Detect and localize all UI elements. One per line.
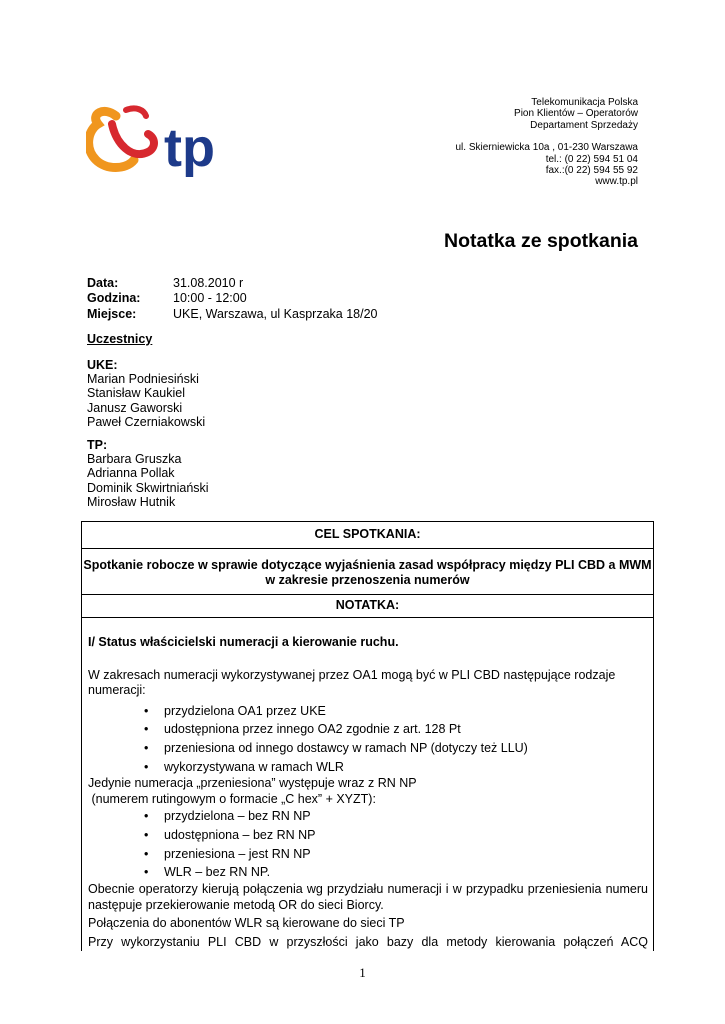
paragraph: Połączenia do abonentów WLR są kierowane do sieci TP [88,916,405,930]
tp-logo [86,104,246,186]
participants-group-tp [87,438,209,509]
bullet-icon: • [144,759,149,774]
notes-header: NOTATKA: [82,595,653,618]
list-item: • udostępniona przez innego OA2 zgodnie z art. 128 Pt [88,720,648,739]
notes-content [82,635,653,950]
list-item: • przeniesiona – jest RN NP [88,845,648,864]
list-item: • udostępniona – bez RN NP [88,826,648,845]
participant: Dominik Skwirtniański [87,480,209,495]
goal-line: w zakresie przenoszenia numerów [265,572,470,587]
website-line: www.tp.pl [595,176,638,188]
participant: Janusz Gaworski [87,400,183,415]
address-line: ul. Skierniewicka 10a , 01-230 Warszawa [455,142,638,154]
meta-row-place [87,307,378,322]
goal-line: Spotkanie robocze w sprawie dotyczące wyjaśnienia zasad współpracy między PLI CBD a MWM [83,558,652,572]
document-title: Notatka ze spotkania [444,230,638,252]
list-item: • WLR – bez RN NP. [88,863,648,882]
meta-row-date [87,276,378,291]
bullet-icon: • [144,827,149,842]
logo-text: tp [164,118,215,178]
participant: Stanisław Kaukiel [87,386,185,401]
participant: Adrianna Pollak [87,466,175,481]
meta-label: Data: [87,276,119,290]
bullet-icon: • [144,703,149,718]
paragraph: Przy wykorzystaniu PLI CBD w przyszłości jako bazy dla metody kierowania połączeń ACQ [88,934,648,949]
group-name: UKE: [87,358,118,372]
meta-value: UKE, Warszawa, ul Kasprzaka 18/20 [173,306,378,321]
meta-value: 31.08.2010 r [173,276,244,290]
company-line: Pion Klientów – Operatorów [514,108,638,120]
meeting-meta [87,276,378,322]
company-info [318,97,638,188]
paragraph: (numerem rutingowym o formacie „C hex” + XYZT): [88,791,376,806]
participants-group-uke [87,358,205,429]
participant: Barbara Gruszka [87,452,182,467]
numbering-types-list [88,702,648,777]
goal-header: CEL SPOTKANIA: [82,522,653,549]
fax-line: fax.:(0 22) 594 55 92 [545,165,638,177]
meeting-notes-table [81,521,654,951]
company-line: Departament Sprzedaży [530,119,638,131]
bullet-icon: • [144,846,149,861]
list-item: • przydzielona – bez RN NP [88,807,648,826]
participant: Paweł Czerniakowski [87,414,206,429]
participant: Marian Podniesiński [87,372,199,387]
bullet-icon: • [144,865,149,880]
list-item: • przydzielona OA1 przez UKE [88,702,648,721]
bullet-icon: • [144,722,149,737]
list-item: • przeniesiona od innego dostawcy w ramach NP (dotyczy też LLU) [88,739,648,758]
paragraph: następuje przekierowanie metodą OR do sieci Biorcy. [88,897,384,912]
meta-row-time [87,291,378,306]
meta-value: 10:00 - 12:00 [173,291,247,306]
section-title: I/ Status właścicielski numeracji a kierowanie ruchu. [88,635,399,649]
list-item: • wykorzystywana w ramach WLR [88,758,648,777]
paragraph: Obecnie operatorzy kierują połączenia wg przydziału numeracji i w przypadku przeniesienia numeru [88,882,648,896]
paragraph: Jedynie numeracja „przeniesiona” występuje wraz z RN NP [88,776,417,791]
participants-heading: Uczestnicy [87,332,153,346]
goal-description [82,549,653,595]
phone-line: tel.: (0 22) 594 51 04 [545,153,638,165]
meta-label: Miejsce: [87,306,137,321]
meta-label: Godzina: [87,291,141,306]
rn-np-list [88,807,648,882]
company-line: Telekomunikacja Polska [531,97,638,108]
page-number: 1 [359,965,366,980]
participants-heading-block [87,332,152,346]
group-name: TP: [87,438,108,452]
bullet-icon: • [144,740,149,755]
intro-paragraph: W zakresach numeracji wykorzystywanej przez OA1 mogą być w PLI CBD następujące rodzaje numeracji: [88,667,616,697]
bullet-icon: • [144,809,149,824]
participant: Mirosław Hutnik [87,494,176,509]
